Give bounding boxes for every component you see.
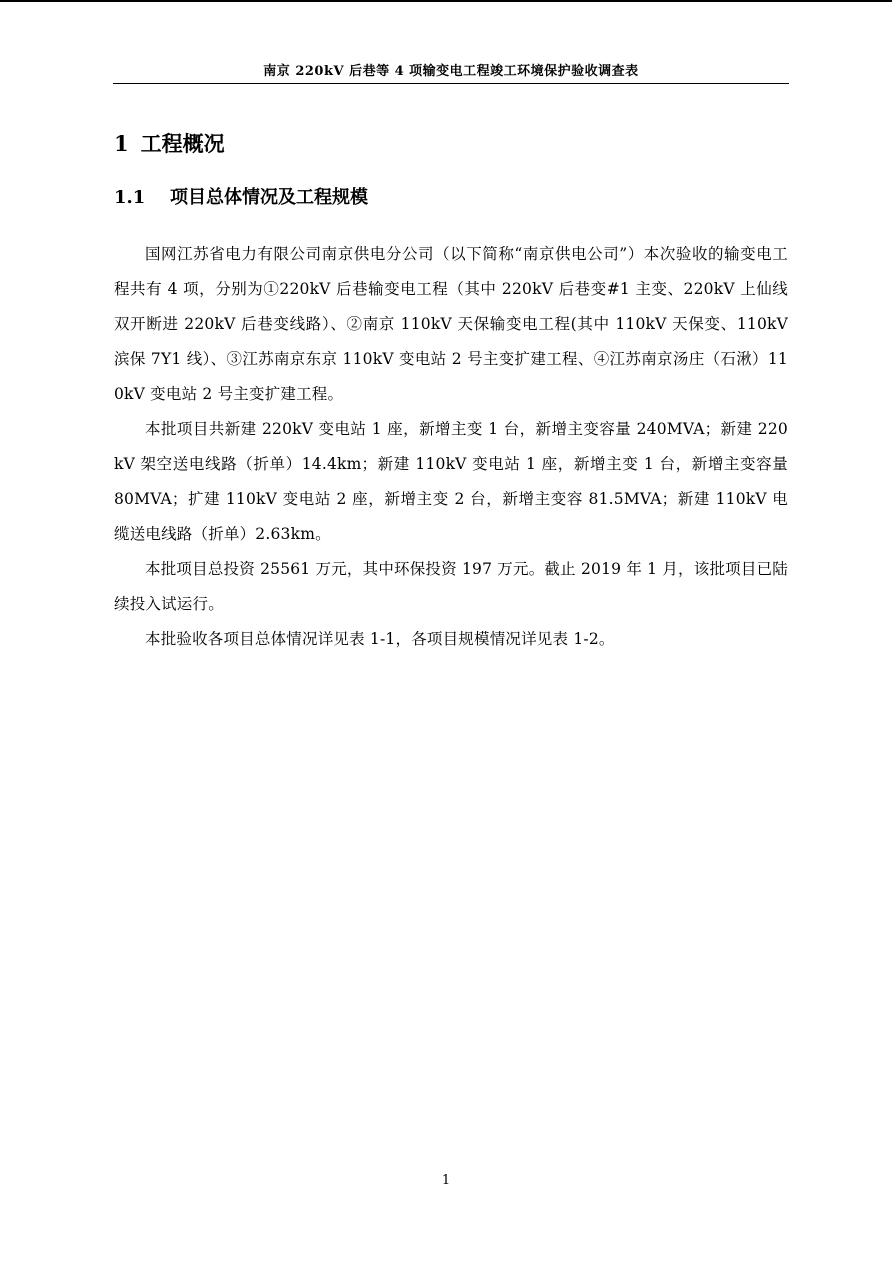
paragraph-scale: 本批项目共新建 220kV 变电站 1 座，新增主变 1 台，新增主变容量 240MVA；新建 220kV 架空送电线路（折单）14.4km；新建 110kV 变电站 1 座，新增主变 1 台，新增主变容量 80MVA；扩建 110kV 变电站 2 座，新增主变 2 台，新增主变容 81.5MVA；新建 110kV 电缆送电线路（折单）2.63km。	[114, 420, 788, 543]
subsection-heading	[114, 184, 368, 212]
section-title: 工程概况	[140, 131, 225, 156]
subsection-number: 1.1	[114, 187, 146, 208]
section-heading	[114, 128, 225, 160]
page-number: 1	[441, 1173, 451, 1188]
paragraph-investment: 本批项目总投资 25561 万元，其中环保投资 197 万元。截止 2019 年 1 月，该批项目已陆续投入试运行。	[114, 560, 788, 613]
running-header: 南京 220kV 后巷等 4 项输变电工程竣工环境保护验收调查表	[263, 64, 639, 79]
body-text	[114, 237, 788, 657]
page-top-border	[0, 0, 892, 2]
paragraph-table-reference: 本批验收各项目总体情况详见表 1-1，各项目规模情况详见表 1-2。	[145, 630, 615, 648]
paragraph-project-list: 国网江苏省电力有限公司南京供电分公司（以下简称“南京供电公司”）本次验收的输变电工程共有 4 项，分别为①220kV 后巷输变电工程（其中 220kV 后巷变#1 主变、220kV 上仙线双开断进 220kV 后巷变线路）、②南京 110kV 天保输变电工程(其中 110kV 天保变、110kV 滨保 7Y1 线）、③江苏南京东京 110kV 变电站 2 号主变扩建工程、④江苏南京汤庄（石湫）110kV 变电站 2 号主变扩建工程。	[114, 245, 788, 403]
section-number: 1	[114, 131, 129, 156]
header-rule	[113, 83, 789, 84]
subsection-title: 项目总体情况及工程规模	[170, 187, 368, 208]
